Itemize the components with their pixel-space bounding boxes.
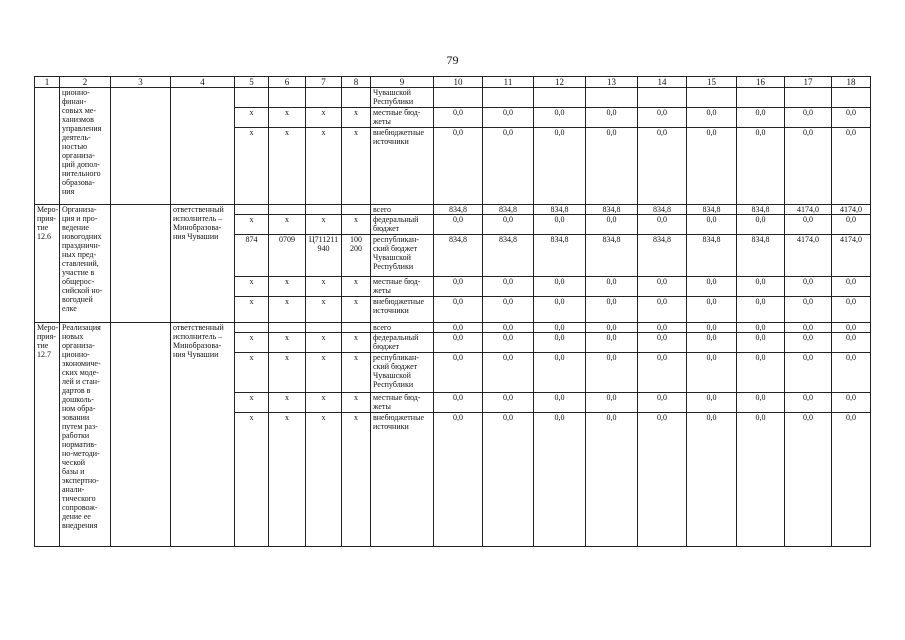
amount-cell: 834,8 bbox=[434, 235, 483, 277]
amount-cell: 0,0 bbox=[737, 297, 785, 323]
continued-section-row bbox=[35, 88, 871, 108]
amount-cell: 0,0 bbox=[832, 277, 871, 297]
measure-name-cell: ционно- финан- совых ме- ханизмов управления деятель- ностью организа- ций допол- нительного образова- ния bbox=[60, 88, 111, 205]
header-cell: 14 bbox=[638, 77, 687, 88]
amount-cell: 0,0 bbox=[586, 215, 638, 235]
amount-cell: 0,0 bbox=[483, 297, 534, 323]
budget-code-cell: x bbox=[306, 128, 342, 205]
amount-cell: 0,0 bbox=[785, 413, 832, 547]
budget-code-cell: x bbox=[306, 297, 342, 323]
amount-cell: 0,0 bbox=[534, 128, 586, 205]
header-cell: 3 bbox=[111, 77, 171, 88]
budget-code-cell: x bbox=[342, 333, 371, 353]
amount-cell: 0,0 bbox=[687, 353, 737, 393]
header-cell: 18 bbox=[832, 77, 871, 88]
amount-cell: 0,0 bbox=[687, 128, 737, 205]
amount-cell: 0,0 bbox=[483, 353, 534, 393]
amount-cell: 0,0 bbox=[534, 353, 586, 393]
amount-cell: 0,0 bbox=[785, 277, 832, 297]
amount-cell: 0,0 bbox=[832, 393, 871, 413]
amount-cell: 0,0 bbox=[785, 297, 832, 323]
amount-cell: 0,0 bbox=[434, 108, 483, 128]
amount-cell: 0,0 bbox=[638, 333, 687, 353]
amount-cell: 834,8 bbox=[737, 205, 785, 215]
amount-cell: 0,0 bbox=[586, 297, 638, 323]
amount-cell: 0,0 bbox=[534, 333, 586, 353]
funding-source-cell: федеральный бюджет bbox=[371, 215, 434, 235]
amount-cell bbox=[586, 88, 638, 108]
measure-12-6-row bbox=[35, 205, 871, 215]
header-cell: 15 bbox=[687, 77, 737, 88]
amount-cell bbox=[434, 88, 483, 108]
funding-source-cell: всего bbox=[371, 205, 434, 215]
amount-cell: 0,0 bbox=[586, 393, 638, 413]
amount-cell: 0,0 bbox=[832, 215, 871, 235]
budget-code-cell: x bbox=[269, 393, 306, 413]
budget-code-cell bbox=[235, 88, 269, 108]
budget-code-cell bbox=[306, 205, 342, 215]
goal-indicator-cell bbox=[111, 205, 171, 323]
amount-cell: 0,0 bbox=[785, 393, 832, 413]
amount-cell: 0,0 bbox=[638, 323, 687, 333]
funding-source-cell: местные бюд- жеты bbox=[371, 393, 434, 413]
funding-source-cell: Чувашской Республики bbox=[371, 88, 434, 108]
budget-code-cell: 874 bbox=[235, 235, 269, 277]
budget-code-cell: x bbox=[235, 413, 269, 547]
amount-cell: 0,0 bbox=[737, 323, 785, 333]
budget-code-cell bbox=[342, 88, 371, 108]
amount-cell bbox=[638, 88, 687, 108]
budget-code-cell bbox=[269, 323, 306, 333]
amount-cell: 0,0 bbox=[483, 277, 534, 297]
budget-code-cell: x bbox=[306, 413, 342, 547]
amount-cell: 0,0 bbox=[687, 108, 737, 128]
budget-code-cell: x bbox=[342, 413, 371, 547]
amount-cell: 0,0 bbox=[534, 297, 586, 323]
amount-cell: 0,0 bbox=[737, 353, 785, 393]
amount-cell: 0,0 bbox=[434, 393, 483, 413]
amount-cell: 0,0 bbox=[534, 277, 586, 297]
amount-cell: 0,0 bbox=[832, 108, 871, 128]
amount-cell: 0,0 bbox=[534, 215, 586, 235]
amount-cell: 0,0 bbox=[434, 333, 483, 353]
budget-code-cell: x bbox=[235, 393, 269, 413]
amount-cell: 0,0 bbox=[434, 277, 483, 297]
measure-name-cell: Реализация новых организа- ционно- экономиче- ских моде- лей и стан- дартов в дошколь- ном обра- зовании путем раз- работки норматив- но-методи- ческой базы и экспертно- анали- тического сопровож- дение ее внедрения bbox=[60, 323, 111, 547]
amount-cell: 834,8 bbox=[534, 205, 586, 215]
amount-cell: 0,0 bbox=[832, 297, 871, 323]
amount-cell: 0,0 bbox=[534, 413, 586, 547]
amount-cell: 0,0 bbox=[832, 128, 871, 205]
amount-cell: 0,0 bbox=[586, 277, 638, 297]
funding-source-cell: местные бюд- жеты bbox=[371, 108, 434, 128]
header-cell: 6 bbox=[269, 77, 306, 88]
amount-cell: 0,0 bbox=[434, 128, 483, 205]
amount-cell: 0,0 bbox=[687, 277, 737, 297]
budget-code-cell: x bbox=[269, 353, 306, 393]
amount-cell: 0,0 bbox=[785, 333, 832, 353]
goal-indicator-cell bbox=[111, 88, 171, 205]
budget-code-cell: x bbox=[269, 297, 306, 323]
amount-cell: 0,0 bbox=[737, 108, 785, 128]
funding-source-cell: внебюджетные источники bbox=[371, 128, 434, 205]
amount-cell: 0,0 bbox=[638, 215, 687, 235]
budget-code-cell: x bbox=[306, 353, 342, 393]
amount-cell: 0,0 bbox=[586, 128, 638, 205]
amount-cell bbox=[832, 88, 871, 108]
amount-cell: 0,0 bbox=[483, 323, 534, 333]
header-cell: 11 bbox=[483, 77, 534, 88]
budget-code-cell bbox=[269, 205, 306, 215]
budget-code-cell: Ц711211 940 bbox=[306, 235, 342, 277]
budget-code-cell bbox=[235, 323, 269, 333]
amount-cell: 834,8 bbox=[638, 235, 687, 277]
header-cell: 10 bbox=[434, 77, 483, 88]
amount-cell: 0,0 bbox=[737, 393, 785, 413]
amount-cell: 0,0 bbox=[434, 215, 483, 235]
header-cell: 5 bbox=[235, 77, 269, 88]
amount-cell: 0,0 bbox=[785, 215, 832, 235]
budget-code-cell bbox=[235, 205, 269, 215]
budget-code-cell: x bbox=[342, 353, 371, 393]
amount-cell: 0,0 bbox=[687, 297, 737, 323]
budget-code-cell: x bbox=[269, 108, 306, 128]
budget-code-cell: x bbox=[342, 297, 371, 323]
amount-cell bbox=[687, 88, 737, 108]
budget-code-cell: x bbox=[269, 413, 306, 547]
amount-cell: 4174,0 bbox=[832, 235, 871, 277]
amount-cell: 0,0 bbox=[586, 353, 638, 393]
measure-12-7-row bbox=[35, 323, 871, 333]
funding-source-cell: федеральный бюджет bbox=[371, 333, 434, 353]
amount-cell: 834,8 bbox=[483, 205, 534, 215]
amount-cell: 0,0 bbox=[434, 297, 483, 323]
budget-code-cell: 0709 bbox=[269, 235, 306, 277]
budget-code-cell: x bbox=[342, 128, 371, 205]
amount-cell: 0,0 bbox=[737, 128, 785, 205]
budget-code-cell bbox=[342, 323, 371, 333]
amount-cell: 0,0 bbox=[586, 413, 638, 547]
amount-cell: 0,0 bbox=[638, 393, 687, 413]
amount-cell: 0,0 bbox=[638, 297, 687, 323]
funding-source-cell: внебюджетные источники bbox=[371, 413, 434, 547]
measure-number-cell: Меро- прия- тие 12.7 bbox=[35, 323, 60, 547]
amount-cell bbox=[737, 88, 785, 108]
amount-cell: 834,8 bbox=[687, 235, 737, 277]
header-row bbox=[35, 77, 871, 88]
budget-code-cell bbox=[306, 323, 342, 333]
measure-number-cell bbox=[35, 88, 60, 205]
goal-indicator-cell bbox=[111, 323, 171, 547]
budget-code-cell: x bbox=[235, 277, 269, 297]
funding-source-cell: всего bbox=[371, 323, 434, 333]
executor-cell: ответственный исполнитель – Минобразова- ния Чувашии bbox=[171, 205, 235, 323]
amount-cell: 834,8 bbox=[534, 235, 586, 277]
amount-cell: 4174,0 bbox=[785, 205, 832, 215]
amount-cell: 0,0 bbox=[832, 333, 871, 353]
header-cell: 9 bbox=[371, 77, 434, 88]
amount-cell: 834,8 bbox=[483, 235, 534, 277]
budget-code-cell: x bbox=[306, 333, 342, 353]
amount-cell: 0,0 bbox=[832, 413, 871, 547]
amount-cell: 0,0 bbox=[785, 323, 832, 333]
amount-cell: 834,8 bbox=[586, 235, 638, 277]
amount-cell: 0,0 bbox=[483, 128, 534, 205]
budget-code-cell bbox=[342, 205, 371, 215]
amount-cell: 0,0 bbox=[638, 277, 687, 297]
amount-cell bbox=[483, 88, 534, 108]
amount-cell: 0,0 bbox=[483, 108, 534, 128]
funding-source-cell: республикан- ский бюджет Чувашской Республики bbox=[371, 353, 434, 393]
amount-cell: 0,0 bbox=[586, 333, 638, 353]
amount-cell: 0,0 bbox=[638, 353, 687, 393]
executor-cell bbox=[171, 88, 235, 205]
amount-cell: 0,0 bbox=[737, 277, 785, 297]
amount-cell: 834,8 bbox=[687, 205, 737, 215]
amount-cell: 0,0 bbox=[534, 108, 586, 128]
funding-source-cell: местные бюд- жеты bbox=[371, 277, 434, 297]
amount-cell: 0,0 bbox=[737, 413, 785, 547]
budget-code-cell bbox=[306, 88, 342, 108]
budget-code-cell: x bbox=[235, 333, 269, 353]
measure-number-cell: Меро- прия- тие 12.6 bbox=[35, 205, 60, 323]
header-cell: 1 bbox=[35, 77, 60, 88]
amount-cell: 0,0 bbox=[434, 323, 483, 333]
funding-source-cell: республикан- ский бюджет Чувашской Республики bbox=[371, 235, 434, 277]
header-cell: 7 bbox=[306, 77, 342, 88]
budget-code-cell: x bbox=[269, 277, 306, 297]
amount-cell: 0,0 bbox=[483, 393, 534, 413]
amount-cell: 0,0 bbox=[434, 353, 483, 393]
budget-code-cell: x bbox=[235, 128, 269, 205]
budget-code-cell: x bbox=[235, 353, 269, 393]
amount-cell: 0,0 bbox=[534, 393, 586, 413]
budget-code-cell: 100 200 bbox=[342, 235, 371, 277]
amount-cell: 0,0 bbox=[534, 323, 586, 333]
header-cell: 16 bbox=[737, 77, 785, 88]
header-cell: 8 bbox=[342, 77, 371, 88]
budget-code-cell: x bbox=[306, 108, 342, 128]
amount-cell: 0,0 bbox=[687, 413, 737, 547]
budget-table bbox=[34, 76, 871, 547]
budget-code-cell: x bbox=[269, 128, 306, 205]
amount-cell: 0,0 bbox=[586, 323, 638, 333]
amount-cell: 0,0 bbox=[483, 333, 534, 353]
funding-source-cell: внебюджетные источники bbox=[371, 297, 434, 323]
amount-cell: 0,0 bbox=[737, 333, 785, 353]
amount-cell: 0,0 bbox=[483, 413, 534, 547]
amount-cell: 834,8 bbox=[638, 205, 687, 215]
header-cell: 13 bbox=[586, 77, 638, 88]
amount-cell: 0,0 bbox=[638, 108, 687, 128]
amount-cell: 0,0 bbox=[832, 353, 871, 393]
budget-code-cell: x bbox=[269, 215, 306, 235]
budget-code-cell bbox=[269, 88, 306, 108]
amount-cell bbox=[534, 88, 586, 108]
amount-cell: 4174,0 bbox=[785, 235, 832, 277]
budget-code-cell: x bbox=[269, 333, 306, 353]
budget-code-cell: x bbox=[342, 215, 371, 235]
amount-cell: 0,0 bbox=[785, 353, 832, 393]
header-cell: 12 bbox=[534, 77, 586, 88]
amount-cell: 834,8 bbox=[586, 205, 638, 215]
amount-cell: 0,0 bbox=[687, 333, 737, 353]
amount-cell: 0,0 bbox=[483, 215, 534, 235]
budget-code-cell: x bbox=[235, 215, 269, 235]
measure-name-cell: Организа- ция и про- ведение новогодних праздничн- ных пред- ставлений, участие в общерос- сийской но- вогодней елке bbox=[60, 205, 111, 323]
budget-code-cell: x bbox=[235, 297, 269, 323]
budget-code-cell: x bbox=[306, 277, 342, 297]
page-number: 79 bbox=[446, 53, 459, 67]
amount-cell: 4174,0 bbox=[832, 205, 871, 215]
amount-cell: 834,8 bbox=[434, 205, 483, 215]
amount-cell: 0,0 bbox=[737, 215, 785, 235]
amount-cell: 0,0 bbox=[687, 393, 737, 413]
amount-cell: 0,0 bbox=[434, 413, 483, 547]
header-cell: 2 bbox=[60, 77, 111, 88]
amount-cell: 0,0 bbox=[785, 128, 832, 205]
amount-cell: 0,0 bbox=[687, 323, 737, 333]
amount-cell: 0,0 bbox=[687, 215, 737, 235]
amount-cell: 834,8 bbox=[737, 235, 785, 277]
amount-cell: 0,0 bbox=[638, 128, 687, 205]
amount-cell: 0,0 bbox=[586, 108, 638, 128]
amount-cell: 0,0 bbox=[638, 413, 687, 547]
budget-code-cell: x bbox=[306, 393, 342, 413]
budget-code-cell: x bbox=[235, 108, 269, 128]
budget-code-cell: x bbox=[342, 393, 371, 413]
amount-cell: 0,0 bbox=[832, 323, 871, 333]
budget-code-cell: x bbox=[342, 108, 371, 128]
budget-code-cell: x bbox=[342, 277, 371, 297]
amount-cell: 0,0 bbox=[785, 108, 832, 128]
header-cell: 17 bbox=[785, 77, 832, 88]
header-cell: 4 bbox=[171, 77, 235, 88]
budget-code-cell: x bbox=[306, 215, 342, 235]
executor-cell: ответственный исполнитель – Минобразова- ния Чувашии bbox=[171, 323, 235, 547]
amount-cell bbox=[785, 88, 832, 108]
